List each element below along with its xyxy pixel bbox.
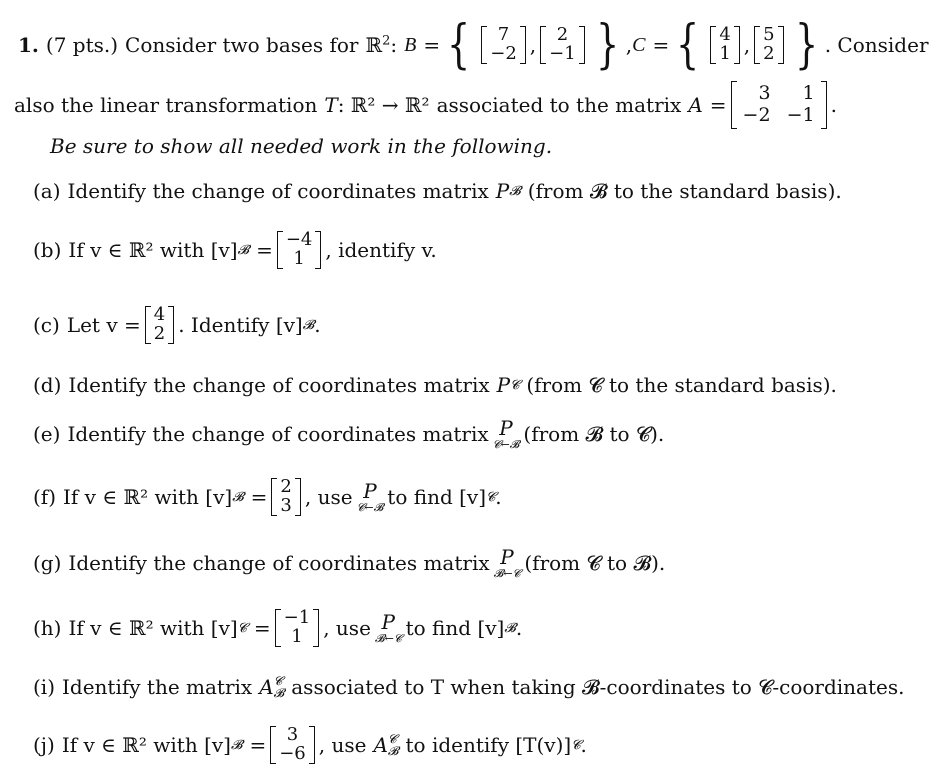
left-brace: {: [447, 15, 471, 75]
instruction-note: Be sure to show all needed work in the following.: [50, 134, 553, 158]
right-brace: }: [794, 15, 818, 75]
basis-c-symbol: C: [632, 33, 646, 56]
vector-h: −1 1: [275, 609, 320, 647]
part-b: (b) If v ∈ ℝ² with [v] 𝓑 = −4 1 , identify v.: [33, 229, 437, 269]
part-d: (d) Identify the change of coordinates matrix P 𝓒 (from 𝓒 to the standard basis).: [33, 373, 837, 397]
problem-header-line: 1. (7 pts.) Consider two bases for ℝ$^2$ : B = { 7 −2 , 2 −1 } , C = { 4 1 , 5 2 } . Consider: [18, 15, 929, 75]
basis-c-vector-1: 4 1: [710, 26, 739, 64]
vector-j: 3 −6: [270, 726, 315, 764]
basis-b-symbol: B: [404, 33, 417, 56]
problem-number: 1.: [18, 33, 39, 57]
problem-intro: Consider two bases for: [125, 33, 359, 57]
p-b-from-c: P 𝓑←𝓒: [493, 545, 521, 580]
matrix-a: 3 1 −2 −1: [731, 81, 827, 129]
basis-b-vector-1: 7 −2: [481, 26, 526, 64]
part-f: (f) If v ∈ ℝ² with [v] 𝓑 = 2 3 , use P 𝓒←𝓑 to find [v] 𝓒 .: [33, 476, 502, 516]
part-c: (c) Let v = 4 2 . Identify [v] 𝓑 .: [33, 304, 321, 344]
part-a: (a) Identify the change of coordinates matrix P 𝓑 (from 𝓑 to the standard basis).: [33, 179, 842, 203]
problem-points: (7 pts.): [45, 33, 119, 57]
transformation-symbol: T: [324, 93, 338, 117]
left-brace: {: [676, 15, 700, 75]
part-h: (h) If v ∈ ℝ² with [v] 𝓒 = −1 1 , use P 𝓑←𝓒 to find [v] 𝓑 .: [33, 607, 523, 647]
p-c-from-b: P 𝓒←𝓑: [356, 479, 384, 514]
basis-b-vector-2: 2 −1: [540, 26, 585, 64]
p-c-from-b: P 𝓒←𝓑: [492, 416, 520, 451]
part-e: (e) Identify the change of coordinates matrix P 𝓒←𝓑 (from 𝓑 to 𝓒).: [33, 416, 665, 451]
part-i: (i) Identify the matrix A 𝓒 𝓑 associated to T when taking 𝓑-coordinates to 𝓒-coordinates.: [33, 674, 905, 700]
right-brace: }: [595, 15, 619, 75]
part-g: (g) Identify the change of coordinates matrix P 𝓑←𝓒 (from 𝓒 to 𝓑).: [33, 545, 666, 580]
basis-c-vector-2: 5 2: [754, 26, 783, 64]
vector-b: −4 1: [277, 231, 322, 269]
p-b-from-c: P 𝓑←𝓒: [374, 610, 402, 645]
transformation-line: also the linear transformation T : ℝ² → ℝ² associated to the matrix A = 3 1 −2 −1 .: [14, 80, 837, 130]
consider-text: . Consider: [824, 33, 929, 57]
vector-f: 2 3: [271, 478, 300, 516]
part-j: (j) If v ∈ ℝ² with [v] 𝓑 = 3 −6 , use A 𝓒 𝓑 to identify [T(v)] 𝓒 .: [33, 724, 587, 764]
r2-symbol: ℝ$^2$: [365, 33, 391, 57]
vector-c: 4 2: [145, 306, 174, 344]
